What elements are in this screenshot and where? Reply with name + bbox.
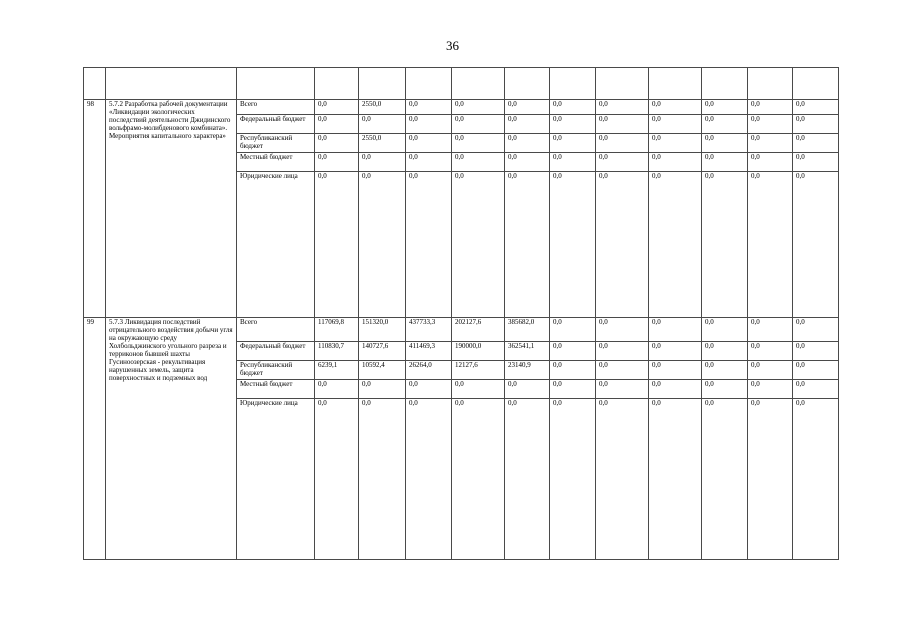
value-cell: 202127,6 (452, 318, 505, 342)
value-cell: 140727,6 (359, 342, 406, 361)
header-cell (237, 68, 315, 100)
value-cell: 0,0 (748, 172, 793, 318)
value-cell: 0,0 (793, 115, 839, 134)
value-cell: 0,0 (505, 153, 550, 172)
value-cell: 0,0 (550, 153, 596, 172)
value-cell: 0,0 (406, 380, 452, 399)
header-cell (106, 68, 237, 100)
value-cell: 0,0 (748, 399, 793, 560)
value-cell: 0,0 (649, 115, 702, 134)
value-cell: 0,0 (702, 380, 748, 399)
value-cell: 0,0 (793, 153, 839, 172)
value-cell: 0,0 (406, 399, 452, 560)
value-cell: 0,0 (649, 100, 702, 115)
value-cell: 0,0 (649, 342, 702, 361)
value-cell: 0,0 (748, 342, 793, 361)
value-cell: 0,0 (359, 172, 406, 318)
value-cell: 0,0 (649, 361, 702, 380)
value-cell: 0,0 (748, 100, 793, 115)
funding-source-label: Юридические лица (237, 172, 315, 318)
funding-source-label: Всего (237, 100, 315, 115)
value-cell: 26264,0 (406, 361, 452, 380)
value-cell: 10592,4 (359, 361, 406, 380)
value-cell: 12127,6 (452, 361, 505, 380)
value-cell: 0,0 (359, 380, 406, 399)
value-cell: 151320,0 (359, 318, 406, 342)
value-cell: 0,0 (505, 399, 550, 560)
value-cell: 0,0 (649, 134, 702, 153)
header-cell (748, 68, 793, 100)
value-cell: 0,0 (452, 115, 505, 134)
value-cell: 0,0 (702, 318, 748, 342)
value-cell: 385682,0 (505, 318, 550, 342)
table-row (84, 100, 839, 115)
value-cell: 0,0 (550, 100, 596, 115)
value-cell: 0,0 (315, 100, 359, 115)
value-cell: 0,0 (748, 318, 793, 342)
value-cell: 0,0 (702, 172, 748, 318)
value-cell: 0,0 (505, 100, 550, 115)
value-cell: 0,0 (649, 172, 702, 318)
measure-name: 5.7.2 Разработка рабочей документации «Ликвидации экологических последствий деятельности Джидинского вольфрамо-молибденового комбината». Мероприятия капитального характера» (106, 100, 237, 318)
table-header-row (84, 68, 839, 100)
value-cell: 0,0 (748, 115, 793, 134)
value-cell: 0,0 (793, 380, 839, 399)
header-cell (550, 68, 596, 100)
funding-source-label: Республиканский бюджет (237, 134, 315, 153)
funding-source-label: Федеральный бюджет (237, 342, 315, 361)
value-cell: 0,0 (702, 153, 748, 172)
value-cell: 0,0 (550, 342, 596, 361)
value-cell: 2550,0 (359, 100, 406, 115)
value-cell: 0,0 (793, 172, 839, 318)
header-cell (596, 68, 649, 100)
value-cell: 0,0 (748, 380, 793, 399)
value-cell: 110830,7 (315, 342, 359, 361)
value-cell: 0,0 (550, 361, 596, 380)
value-cell: 0,0 (550, 172, 596, 318)
value-cell: 0,0 (359, 153, 406, 172)
value-cell: 0,0 (596, 342, 649, 361)
value-cell: 0,0 (596, 115, 649, 134)
value-cell: 2550,0 (359, 134, 406, 153)
measure-name: 5.7.3 Ликвидация последствий отрицательного воздействия добычи угля на окружающую среду Холбольджинского угольного разреза и терриконов бывшей шахты Гусиноозерская - рекультивация нарушенных земель, защита поверхностных и подземных вод (106, 318, 237, 560)
value-cell: 0,0 (406, 172, 452, 318)
value-cell: 0,0 (702, 361, 748, 380)
value-cell: 0,0 (649, 399, 702, 560)
header-cell (793, 68, 839, 100)
value-cell: 0,0 (505, 380, 550, 399)
value-cell: 0,0 (596, 380, 649, 399)
value-cell: 0,0 (315, 115, 359, 134)
funding-source-label: Местный бюджет (237, 153, 315, 172)
value-cell: 0,0 (793, 100, 839, 115)
header-cell (84, 68, 106, 100)
value-cell: 0,0 (406, 134, 452, 153)
value-cell: 0,0 (702, 115, 748, 134)
table-row (84, 318, 839, 342)
value-cell: 0,0 (359, 115, 406, 134)
value-cell: 0,0 (505, 134, 550, 153)
value-cell: 0,0 (793, 318, 839, 342)
header-cell (359, 68, 406, 100)
value-cell: 0,0 (550, 399, 596, 560)
value-cell: 0,0 (359, 399, 406, 560)
value-cell: 0,0 (649, 318, 702, 342)
value-cell: 0,0 (748, 134, 793, 153)
row-index: 98 (84, 100, 106, 318)
value-cell: 23140,9 (505, 361, 550, 380)
value-cell: 0,0 (702, 134, 748, 153)
row-index: 99 (84, 318, 106, 560)
value-cell: 0,0 (315, 380, 359, 399)
value-cell: 0,0 (793, 342, 839, 361)
value-cell: 190000,0 (452, 342, 505, 361)
page-number: 36 (446, 38, 459, 53)
value-cell: 0,0 (596, 318, 649, 342)
header-cell (649, 68, 702, 100)
value-cell: 0,0 (452, 134, 505, 153)
header-cell (505, 68, 550, 100)
value-cell: 0,0 (596, 100, 649, 115)
funding-source-label: Юридические лица (237, 399, 315, 560)
value-cell: 0,0 (793, 361, 839, 380)
budget-table (83, 67, 839, 560)
value-cell: 437733,3 (406, 318, 452, 342)
value-cell: 0,0 (315, 153, 359, 172)
value-cell: 0,0 (748, 153, 793, 172)
value-cell: 0,0 (550, 134, 596, 153)
funding-source-label: Федеральный бюджет (237, 115, 315, 134)
value-cell: 0,0 (596, 134, 649, 153)
value-cell: 6239,1 (315, 361, 359, 380)
value-cell: 0,0 (452, 100, 505, 115)
funding-source-label: Республиканский бюджет (237, 361, 315, 380)
value-cell: 0,0 (550, 115, 596, 134)
value-cell: 0,0 (550, 380, 596, 399)
value-cell: 0,0 (793, 134, 839, 153)
value-cell: 0,0 (452, 153, 505, 172)
value-cell: 0,0 (452, 380, 505, 399)
value-cell: 0,0 (315, 399, 359, 560)
value-cell: 0,0 (596, 153, 649, 172)
value-cell: 0,0 (406, 115, 452, 134)
value-cell: 0,0 (649, 380, 702, 399)
value-cell: 0,0 (406, 153, 452, 172)
value-cell: 0,0 (793, 399, 839, 560)
header-cell (452, 68, 505, 100)
value-cell: 0,0 (452, 172, 505, 318)
header-cell (315, 68, 359, 100)
value-cell: 0,0 (505, 172, 550, 318)
value-cell: 0,0 (702, 399, 748, 560)
value-cell: 362541,1 (505, 342, 550, 361)
value-cell: 0,0 (596, 399, 649, 560)
value-cell: 0,0 (550, 318, 596, 342)
header-cell (702, 68, 748, 100)
value-cell: 411469,3 (406, 342, 452, 361)
value-cell: 0,0 (406, 100, 452, 115)
value-cell: 0,0 (452, 399, 505, 560)
value-cell: 0,0 (315, 172, 359, 318)
value-cell: 0,0 (748, 361, 793, 380)
value-cell: 0,0 (315, 134, 359, 153)
value-cell: 0,0 (596, 361, 649, 380)
value-cell: 0,0 (596, 172, 649, 318)
value-cell: 0,0 (702, 100, 748, 115)
value-cell: 0,0 (505, 115, 550, 134)
funding-source-label: Всего (237, 318, 315, 342)
funding-source-label: Местный бюджет (237, 380, 315, 399)
value-cell: 0,0 (702, 342, 748, 361)
value-cell: 0,0 (649, 153, 702, 172)
value-cell: 117069,8 (315, 318, 359, 342)
header-cell (406, 68, 452, 100)
